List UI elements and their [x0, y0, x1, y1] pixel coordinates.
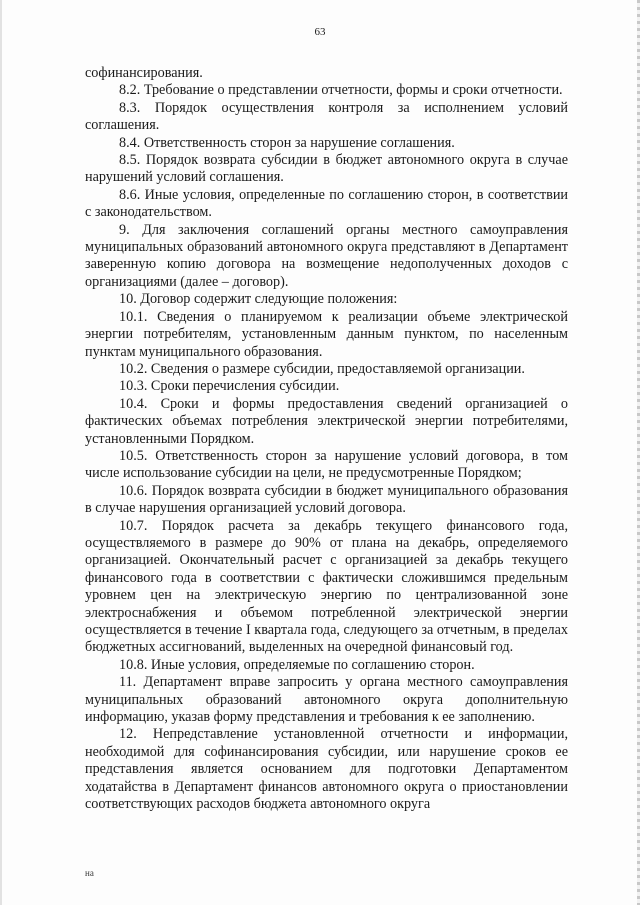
paragraph: 8.2. Требование о представлении отчетности, формы и сроки отчетности.: [119, 82, 563, 99]
paragraph: 10.6. Порядок возврата субсидии в бюджет муниципального образования в случае нарушения организацией условий договора.: [85, 482, 568, 517]
paragraph: 11. Департамент вправе запросить у органа местного самоуправления муниципальных образований автономного округа дополнительную информацию, указав форму представления и требования к ее заполнению.: [85, 674, 568, 726]
paragraph: 8.5. Порядок возврата субсидии в бюджет автономного округа в случае нарушений условий соглашения.: [85, 152, 568, 186]
paragraph: 12. Непредставление установленной отчетности и информации, необходимой для софинансирования субсидии, или нарушение сроков ее представления является основанием для подготовки Департаментом ходатайства в Департамент финансов автономного округа о приостановлении соответствующих расходов бюджета автономного округа: [85, 726, 568, 813]
paragraph: 10.5. Ответственность сторон за нарушение условий договора, в том числе использование субсидии на цели, не предусмотренные Порядком;: [85, 447, 568, 482]
paragraph: 10.3. Сроки перечисления субсидии.: [119, 378, 340, 395]
paragraph: 8.4. Ответственность сторон за нарушение соглашения.: [119, 134, 455, 151]
paragraph: 10.2. Сведения о размере субсидии, предоставляемой организации.: [119, 360, 525, 377]
page-left-edge: [0, 0, 2, 905]
paragraph: 9. Для заключения соглашений органы местного самоуправления муниципальных образований автономного округа представляют в Департамент заверенную копию договора на возмещение недополученных доходов с организациями (далее – договор).: [85, 221, 568, 290]
paragraph: 10.8. Иные условия, определяемые по соглашению сторон.: [119, 656, 475, 673]
paragraph: 10. Договор содержит следующие положения:: [119, 291, 398, 308]
footer-continuation: на: [85, 868, 94, 878]
paragraph: 10.4. Сроки и формы предоставления сведений организацией о фактических объемах потребления электрической энергии потребителями, установленными Порядком.: [85, 395, 568, 447]
paragraph: 10.1. Сведения о планируемом к реализации объеме электрической энергии потребителям, установленным данным пунктом, по населенным пунктам муниципального образования.: [85, 308, 568, 360]
paragraph: 8.3. Порядок осуществления контроля за исполнением условий соглашения.: [85, 99, 568, 134]
paragraph: 8.6. Иные условия, определенные по соглашению сторон, в соответствии с законодательством.: [85, 186, 568, 221]
page-number: 63: [314, 26, 326, 38]
paragraph: софинансирования.: [85, 65, 203, 81]
paragraph: 10.7. Порядок расчета за декабрь текущего финансового года, осуществляемого в размере до 90% от плана на декабрь, определяемого организацией. Окончательный расчет с организацией за декабрь текущего финансового года в соответствии с фактически сложившимся предельным уровнем цен на электрическую энергию по централизованной зоне электроснабжения и объемом потребленной электрической энергии осуществляется в течение I квартала года, следующего за отчетным, в пределах бюджетных ассигнований, выделенных на очередной финансовый год.: [85, 517, 568, 656]
document-body: [85, 65, 568, 813]
